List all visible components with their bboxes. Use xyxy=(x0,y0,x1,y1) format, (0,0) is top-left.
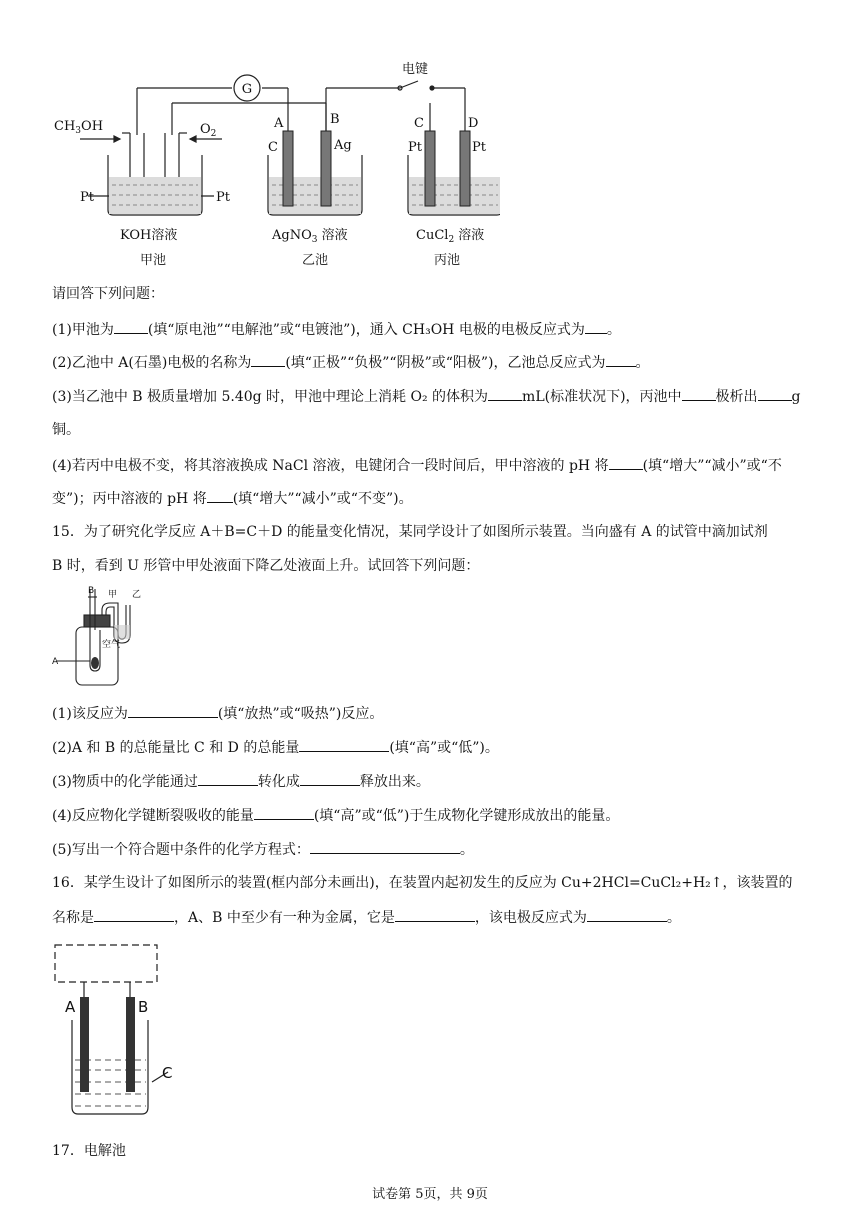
q15-part-3: (3)物质中的化学能通过 转化成 释放出来。 xyxy=(52,771,820,792)
electrode-D-label: D xyxy=(468,116,479,131)
q14-part-1: (1)甲池为 (填“原电池”“电解池”或“电镀池”)，通入 CH₃OH 电极的电极反应式为 。 xyxy=(52,319,820,340)
fig15-yi-label: 乙 xyxy=(132,590,142,600)
answer-blank[interactable] xyxy=(609,455,643,470)
q14-part-3-cont: 铜。 xyxy=(52,422,80,438)
answer-blank[interactable] xyxy=(94,907,174,922)
electrode-C-label: C xyxy=(414,116,424,131)
fig15-B-label: B xyxy=(88,586,95,596)
u-tube-apparatus-figure xyxy=(52,585,162,690)
solution-3-label: CuCl$_2$ 溶液 xyxy=(416,228,485,245)
o2-label: $O_2$ xyxy=(200,122,217,139)
electrode-beaker-figure xyxy=(50,942,190,1122)
galvanometer-label: G xyxy=(241,82,253,97)
q16-stem-1: 16．某学生设计了如图所示的装置(框内部分未画出)，在装置内起初发生的反应为 Cu+2HCl=CuCl₂+H₂↑，该装置的 xyxy=(52,875,793,891)
fig16-C-label: C xyxy=(162,1064,173,1082)
q16-stem-2: 名称是 ，A、B 中至少有一种为金属，它是 ，该电极反应式为 。 xyxy=(52,907,820,928)
material-A-label: C xyxy=(268,140,278,155)
material-C-label: Pt xyxy=(408,140,422,155)
answer-blank[interactable] xyxy=(207,488,233,503)
answer-blank[interactable] xyxy=(299,737,389,752)
answer-blank[interactable] xyxy=(606,352,636,367)
answer-blank[interactable] xyxy=(310,839,460,854)
cell-1-label: 甲池 xyxy=(140,253,167,268)
page-footer: 试卷第 5页，共 9页 xyxy=(372,1187,488,1202)
pt-left-label: Pt xyxy=(80,190,94,205)
fig15-air-label: 空气 xyxy=(102,640,121,650)
answer-blank[interactable] xyxy=(300,771,360,786)
electrode-A-label: A xyxy=(274,116,284,131)
q15-part-4: (4)反应物化学键断裂吸收的能量 (填“高”或“低”)于生成物化学键形成放出的能量。 xyxy=(52,805,820,826)
answer-blank[interactable] xyxy=(395,907,475,922)
material-B-label: Ag xyxy=(334,138,352,153)
solution-2-label: AgNO$_3$ 溶液 xyxy=(272,228,348,245)
fig16-B-label: B xyxy=(138,998,149,1016)
electrode-B-label: B xyxy=(330,112,340,127)
electrochem-cells-figure xyxy=(40,55,500,270)
q15-stem-2: B 时，看到 U 形管中甲处液面下降乙处液面上升。试回答下列问题： xyxy=(52,558,480,574)
answer-blank[interactable] xyxy=(251,352,285,367)
answer-blank[interactable] xyxy=(488,386,522,401)
q14-part-2: (2)乙池中 A(石墨)电极的名称为 (填“正极”“负极”“阴极”或“阳极”)，乙池总反应式为 。 xyxy=(52,352,820,373)
q14-part-4-cont: 变”)；丙中溶液的 pH 将 (填“增大”“减小”或“不变”)。 xyxy=(52,488,820,509)
answer-blank[interactable] xyxy=(198,771,258,786)
answer-blank[interactable] xyxy=(585,319,607,334)
answer-blank[interactable] xyxy=(758,386,792,401)
answer-blank[interactable] xyxy=(128,703,218,718)
q15-part-1: (1)该反应为 (填“放热”或“吸热”)反应。 xyxy=(52,703,820,724)
fig15-jia-label: 甲 xyxy=(108,590,118,600)
material-D-label: Pt xyxy=(472,140,486,155)
pt-right-label: Pt xyxy=(216,190,230,205)
cell-3-label: 丙池 xyxy=(434,253,461,268)
answer-blank[interactable] xyxy=(682,386,716,401)
q17-heading: 17．电解池 xyxy=(52,1143,126,1159)
answer-blank[interactable] xyxy=(114,319,148,334)
q15-part-5: (5)写出一个符合题中条件的化学方程式： 。 xyxy=(52,839,820,860)
q14-intro: 请回答下列问题： xyxy=(52,286,164,302)
switch-label: 电键 xyxy=(402,62,429,77)
q15-part-2: (2)A 和 B 的总能量比 C 和 D 的总能量 (填“高”或“低”)。 xyxy=(52,737,820,758)
fig16-A-label: A xyxy=(65,998,76,1016)
answer-blank[interactable] xyxy=(254,805,314,820)
solution-1-label: KOH溶液 xyxy=(120,228,178,243)
answer-blank[interactable] xyxy=(587,907,667,922)
q14-part-4: (4)若丙中电极不变，将其溶液换成 NaCl 溶液，电键闭合一段时间后，甲中溶液的 pH 将 (填“增大”“减小”或“不 xyxy=(52,455,820,476)
q14-part-3: (3)当乙池中 B 极质量增加 5.40g 时，甲池中理论上消耗 O₂ 的体积为 mL(标准状况下)，丙池中 极析出 g xyxy=(52,386,820,407)
ch3oh-label: $CH_3OH$ xyxy=(54,119,104,136)
q15-stem-1: 15．为了研究化学反应 A＋B=C＋D 的能量变化情况，某同学设计了如图所示装置。当向盛有 A 的试管中滴加试剂 xyxy=(52,524,768,540)
fig15-A-label: A xyxy=(52,657,59,667)
cell-2-label: 乙池 xyxy=(302,253,329,268)
